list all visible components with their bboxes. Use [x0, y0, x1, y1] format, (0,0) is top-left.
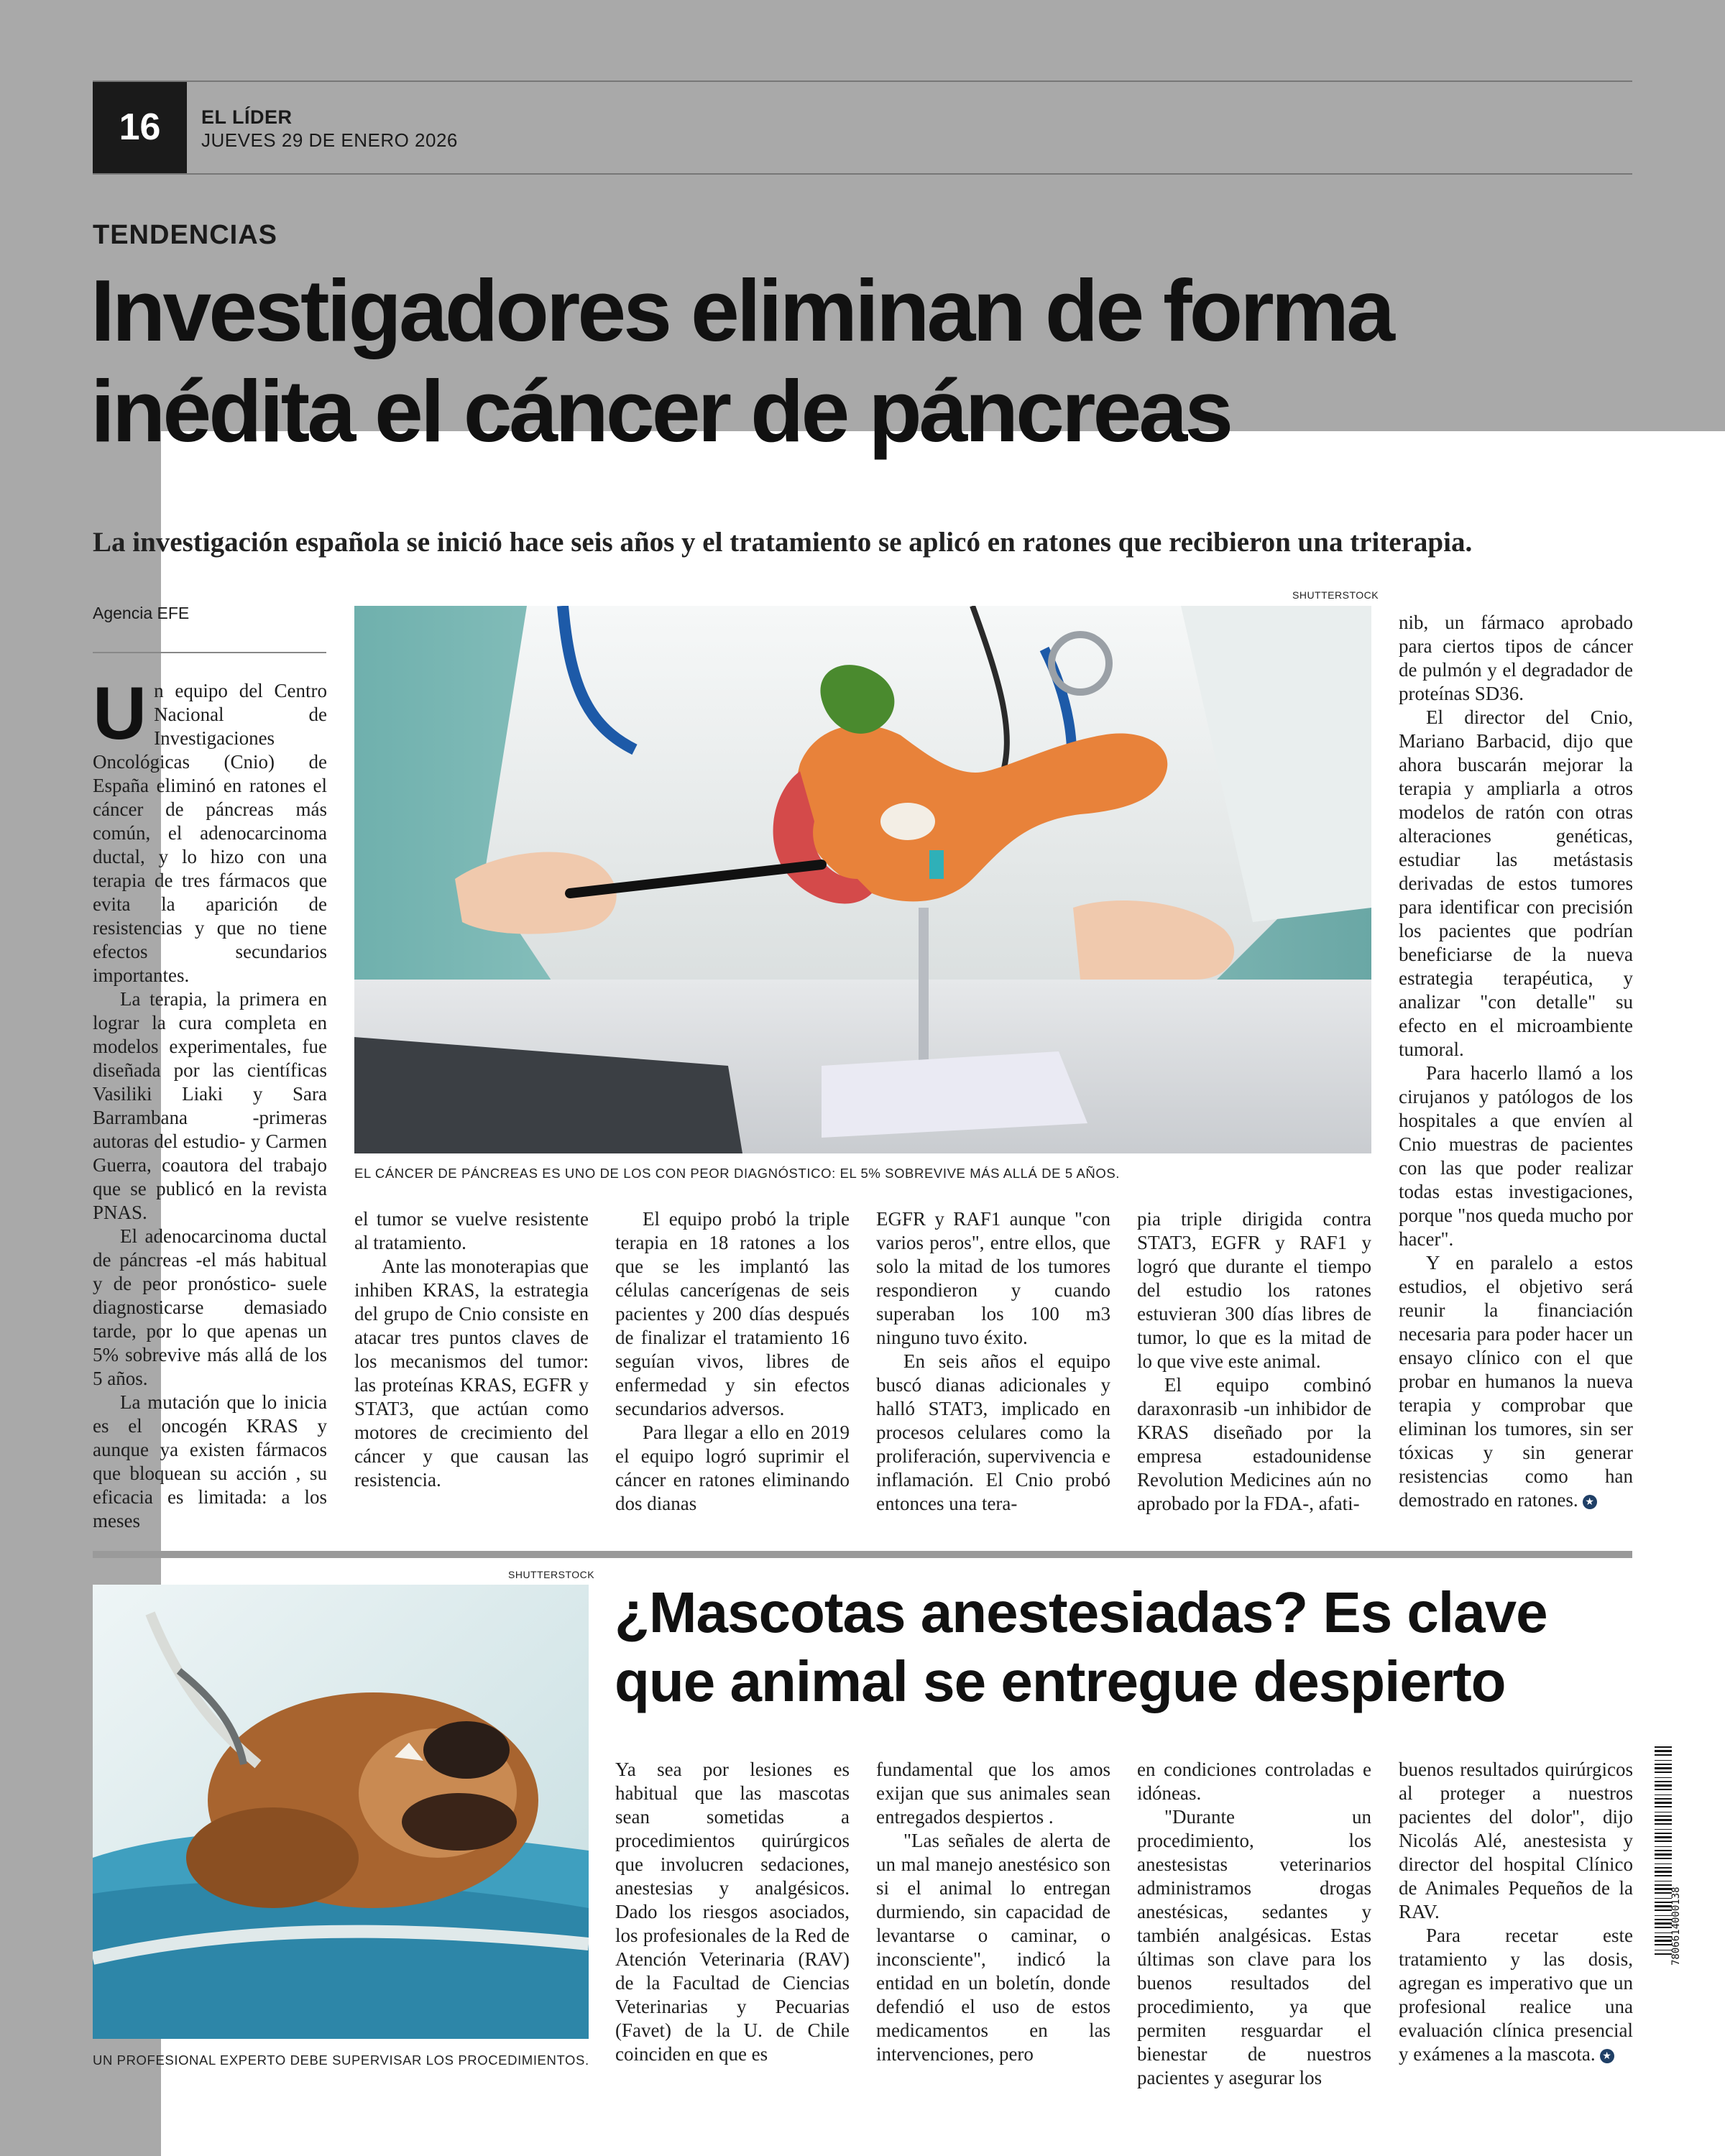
paragraph: buenos resultados quirúrgicos al proteger a nuestros pacientes del dolor", dijo Nicolás Alé, anestesista y director del hospital Clínico de Animales Pequeños de la RAV. — [1399, 1759, 1633, 1922]
paragraph: "Las señales de alerta de un mal manejo anestésico son si el animal lo entregan durmiendo, sin capacidad de levantarse o caminar, o inconsciente", indicó la entidad en un boletín, donde defendió el uso de estos medicamentos en las intervenciones, pero — [876, 1830, 1110, 2065]
paragraph: El equipo combinó daraxonrasib -un inhibidor de KRAS diseñado por la empresa estadounidense Revolution Medicines aún no aprobado por la FDA-, afati- — [1137, 1374, 1371, 1514]
barcode-bar — [1655, 1858, 1672, 1859]
barcode-bar — [1655, 1781, 1672, 1782]
header-bottom-rule — [93, 173, 1632, 175]
barcode-number: 7806614000138 — [1670, 1886, 1682, 1966]
paragraph: La mutación que lo inicia es el oncogén KRAS y aunque ya existen fármacos que bloquean su acción , su eficacia es limitada: a los meses — [93, 1391, 327, 1531]
paragraph: Ya sea por lesiones es habitual que las mascotas sean sometidas a procedimientos quirúrgicos que involucren sedaciones, anestesias y analgésicos. Dado los riesgos asociados, los profesionales de la Red de Atención Veterinaria (RAV) de la Facultad de Ciencias Veterinarias y Pecuarias (Favet) de la U. de Chile coinciden en que es — [615, 1759, 850, 2065]
star-circle-icon: ★ — [1600, 2049, 1614, 2063]
barcode-bar — [1655, 1898, 1672, 1899]
newspaper-name: EL LÍDER — [201, 106, 293, 128]
photo-caption: UN PROFESIONAL EXPERTO DEBE SUPERVISAR LOS PROCEDIMIENTOS. — [93, 2053, 589, 2068]
section-label: TENDENCIAS — [93, 220, 278, 250]
barcode-bar — [1655, 1777, 1672, 1778]
barcode-bar — [1655, 1746, 1672, 1748]
paragraph: nib, un fármaco aprobado para ciertos tipos de cáncer de pulmón y el degradador de proteínas SD36. — [1399, 612, 1633, 704]
barcode-bar — [1655, 1772, 1672, 1773]
barcode-bar — [1655, 1953, 1672, 1955]
barcode-bar — [1655, 1815, 1672, 1817]
barcode-bar — [1655, 1841, 1672, 1842]
paragraph: La terapia, la primera en lograr la cura completa en modelos experimentales, fue diseñada por las científicas Vasiliki Liaki y Sara Barrambana -primeras autoras del estudio- y Carmen Guerra, coautora del trabajo que se publicó en la revista PNAS. — [93, 988, 327, 1223]
barcode-bar — [1655, 1932, 1672, 1933]
barcode-bar — [1655, 1767, 1672, 1769]
article2-column-3 — [1137, 1758, 1371, 2090]
barcode-bar — [1655, 1922, 1672, 1925]
barcode-bar — [1655, 1802, 1672, 1804]
barcode-bar — [1655, 1915, 1672, 1916]
paragraph: Para hacerlo llamó a los cirujanos y patólogos de los hospitales a que envíen al Cnio muestras de pacientes con las que poder realizar todas estas investigaciones, porque "nos queda mucho por hacer". — [1399, 1062, 1633, 1250]
barcode-bar — [1655, 1936, 1672, 1938]
barcode-bar — [1655, 1909, 1672, 1911]
paragraph: n equipo del Centro Nacional de Investigaciones Oncológicas (Cnio) de España eliminó en ratones el cáncer de páncreas más común, el adenocarcinoma ductal, y lo hizo con una terapia de tres fármacos que evita la aparición de resistencias y que no tiene efectos secundarios importantes. — [93, 680, 327, 986]
barcode-bar — [1655, 1823, 1672, 1825]
paragraph: EGFR y RAF1 aunque "con varios peros", entre ellos, que solo la mitad de los tumores respondieron y cuando superaban los 100 m3 ninguno tuvo éxito. — [876, 1208, 1110, 1348]
article-separator — [93, 1551, 1632, 1558]
barcode-bar — [1655, 1871, 1672, 1873]
barcode-bar — [1655, 1806, 1672, 1807]
anesthetized-dog-photo — [93, 1585, 589, 2039]
paragraph: fundamental que los amos exijan que sus animales sean entregados despiertos . — [876, 1759, 1110, 1828]
article-deck: La investigación española se inició hace seis años y el tratamiento se aplicó en ratones que recibieron una triterapia. — [93, 527, 1473, 558]
byline-rule — [93, 652, 326, 653]
barcode-bar — [1655, 1905, 1672, 1907]
article-headline: ¿Mascotas anestesiadas? Es clave que animal se entregue despierto — [615, 1580, 1547, 1713]
article1-column-6 — [1399, 611, 1633, 1512]
paragraph: en condiciones controladas e idóneas. — [1137, 1759, 1371, 1804]
barcode-bar — [1655, 1927, 1672, 1928]
paragraph: pia triple dirigida contra STAT3, EGFR y RAF1 y logró que durante el tiempo del estudio los ratones estuvieran 300 días libres de tumor, lo que es la mitad de lo que vive este animal. — [1137, 1208, 1371, 1372]
barcode-bar — [1655, 1884, 1672, 1886]
paragraph: Para recetar este tratamiento y las dosis, agregan es imperativo que un profesional realice una evaluación clínica presencial y exámenes a la mascota. — [1399, 1925, 1633, 2065]
barcode-bar — [1655, 1754, 1672, 1756]
barcode-bar — [1655, 1875, 1672, 1876]
article-headline: Investigadores eliminan de forma inédita el cáncer de páncreas — [91, 262, 1393, 460]
barcode-bar — [1655, 1784, 1672, 1787]
article1-column-5 — [1137, 1207, 1371, 1516]
barcode-bar — [1655, 1867, 1672, 1869]
barcode-bar — [1655, 1750, 1672, 1752]
article1-column-4 — [876, 1207, 1110, 1516]
barcode-bar — [1655, 1944, 1672, 1945]
barcode-bar — [1655, 1819, 1672, 1821]
barcode-bar — [1655, 1798, 1672, 1800]
paragraph: El equipo probó la triple terapia en 18 ratones a los que se les implantó las células cancerígenas de seis pacientes y 200 días después de finalizar el tratamiento 16 seguían vivos, libres de enfermedad y sin efectos secundarios adversos. — [615, 1208, 850, 1419]
photo-credit: SHUTTERSTOCK — [508, 1569, 595, 1580]
paragraph: El director del Cnio, Mariano Barbacid, dijo que ahora buscarán mejorar la terapia y ampliarla a otros modelos de ratón con otras alteraciones genéticas, estudiar las metástasis derivadas de estos tumores para identificar con precisión los pacientes que podrían beneficiarse de la nueva estrategia terapéutica, y analizar "con detalle" su efecto en el microambiente tumoral. — [1399, 706, 1633, 1060]
barcode-bar — [1655, 1888, 1672, 1890]
barcode-bar — [1655, 1829, 1672, 1830]
photo-caption: EL CÁNCER DE PÁNCREAS ES UNO DE LOS CON PEOR DIAGNÓSTICO: EL 5% SOBREVIVE MÁS ALLÁ DE 5 AÑOS. — [354, 1166, 1121, 1181]
barcode-bar — [1655, 1789, 1672, 1790]
barcode-bar — [1655, 1940, 1672, 1942]
issue-date: JUEVES 29 DE ENERO 2026 — [201, 129, 458, 151]
paragraph: Para llegar a ello en 2019 el equipo logró suprimir el cáncer en ratones eliminando dos dianas — [615, 1422, 850, 1514]
barcode-bar — [1655, 1833, 1672, 1834]
header-top-rule — [93, 80, 1632, 82]
barcode-bar — [1655, 1902, 1672, 1903]
article2-column-4 — [1399, 1758, 1633, 2066]
page-number: 16 — [93, 80, 187, 173]
barcode-bar — [1655, 1760, 1672, 1761]
barcode-bar — [1655, 1919, 1672, 1920]
barcode-bar — [1655, 1846, 1672, 1847]
paragraph: Y en paralelo a estos estudios, el objetivo será reunir la financiación necesaria para poder hacer un ensayo clínico con el que probar en humanos la nueva terapia y comprobar que eliminan los tumores, sin ser tóxicas y sin generar resistencias como han demostrado en ratones. — [1399, 1252, 1633, 1511]
paragraph: El adenocarcinoma ductal de páncreas -el más habitual y de peor pronóstico- suele diagnosticarse demasiado tarde, por lo que apenas un 5% sobrevive más allá de los 5 años. — [93, 1225, 327, 1389]
article1-column-2 — [354, 1207, 589, 1492]
paragraph: En seis años el equipo buscó dianas adicionales y halló STAT3, implicado en procesos celulares como la proliferación, supervivencia e inflamación. El Cnio probó entonces una tera- — [876, 1350, 1110, 1514]
photo-credit: SHUTTERSTOCK — [1292, 589, 1379, 601]
article1-column-1 — [93, 672, 327, 1533]
barcode-bar — [1655, 1892, 1672, 1894]
barcode-bar — [1655, 1836, 1672, 1838]
paragraph: Ante las monoterapias que inhiben KRAS, la estrategia del grupo de Cnio consiste en atacar tres puntos claves de los mecanismos del tumor: las proteínas KRAS, EGFR y STAT3, que actúan como motores de crecimiento del cáncer y que causan las resistencia. — [354, 1256, 589, 1491]
article2-column-1 — [615, 1758, 850, 2066]
article2-column-2 — [876, 1758, 1110, 2066]
star-circle-icon: ★ — [1583, 1495, 1597, 1509]
barcode-bar — [1655, 1764, 1672, 1765]
pancreas-model-photo — [354, 606, 1371, 1153]
paragraph: "Durante un procedimiento, los anestesistas veterinarios administramos drogas anestésicas, sedantes y también analgésicas. Estas últimas son clave para los buenos resultados del procedimiento, ya que permiten resguardar el bienestar de nuestros pacientes y asegurar los — [1137, 1806, 1371, 2088]
barcode — [1655, 1746, 1683, 1969]
barcode-bar — [1655, 1853, 1672, 1856]
barcode-bar — [1655, 1850, 1672, 1851]
article1-column-3 — [615, 1207, 850, 1516]
drop-cap: U — [93, 672, 147, 755]
byline: Agencia EFE — [93, 604, 190, 622]
paragraph: el tumor se vuelve resistente al tratamiento. — [354, 1208, 589, 1253]
